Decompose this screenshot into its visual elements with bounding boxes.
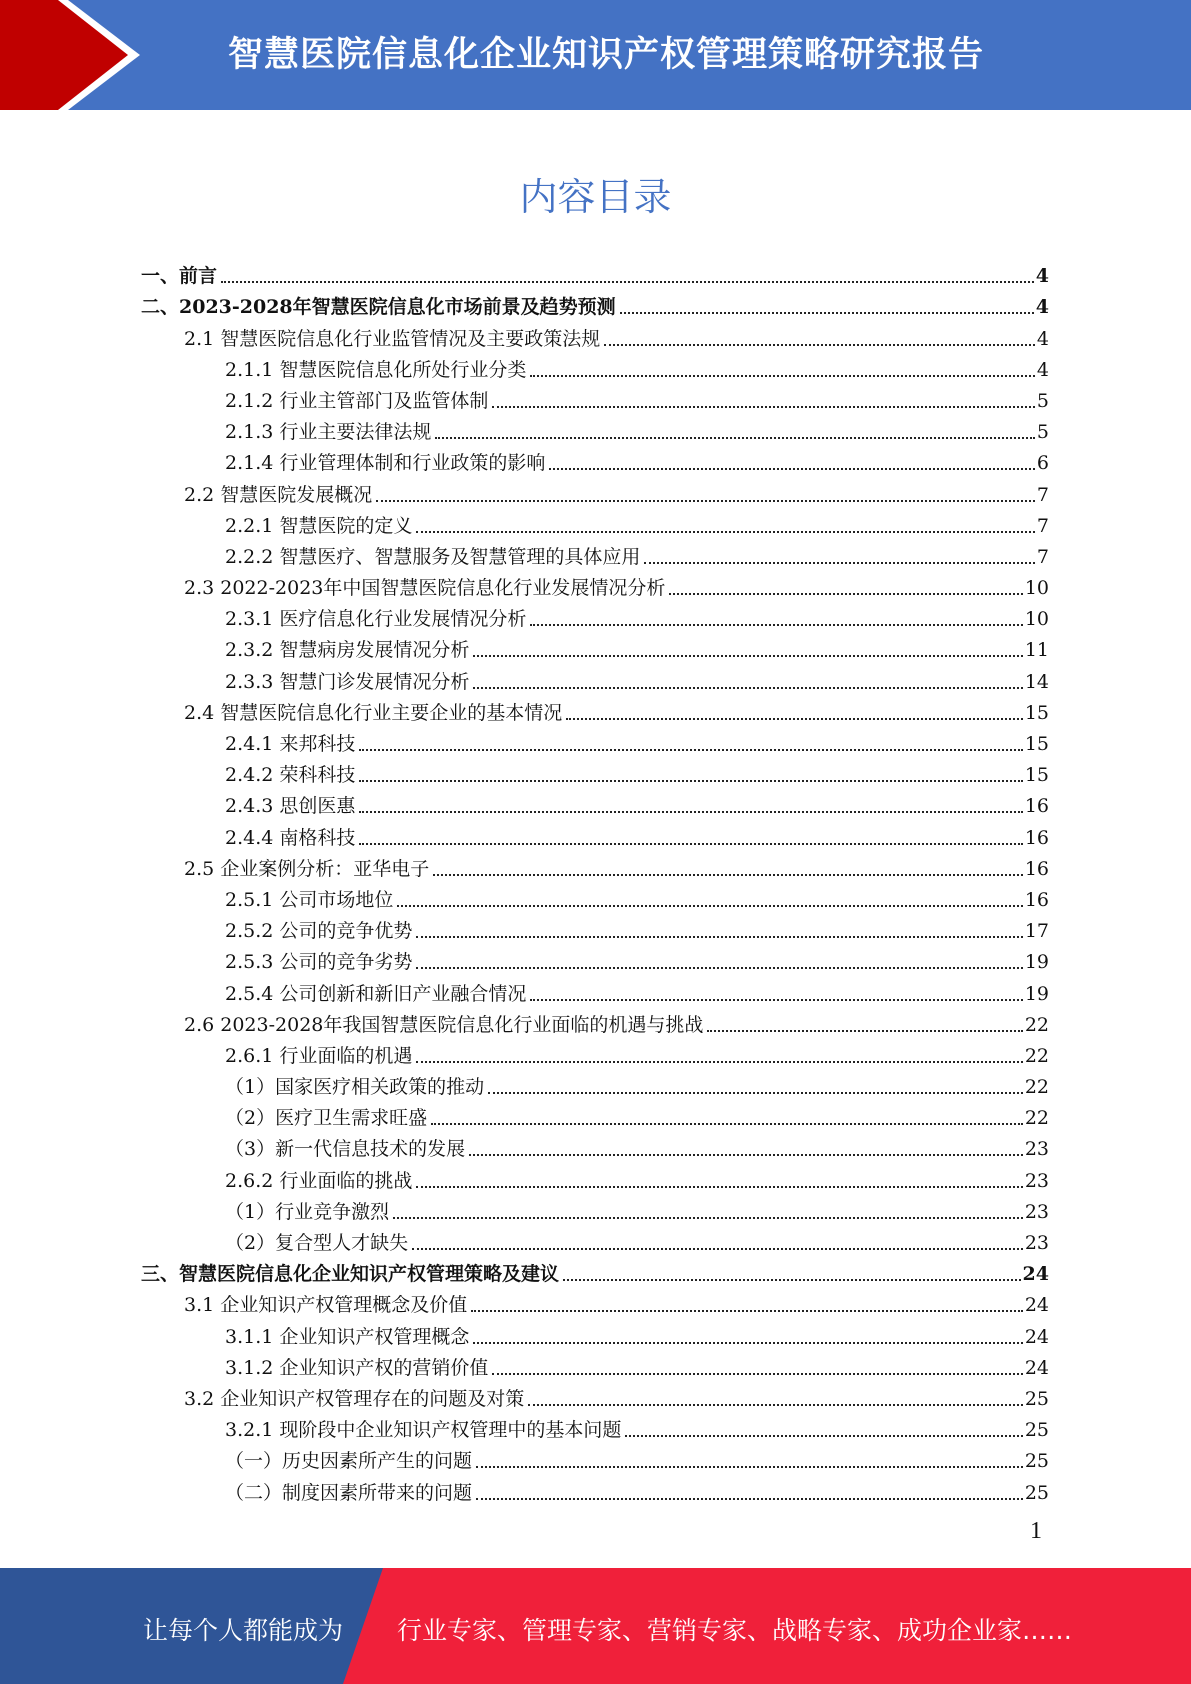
toc-entry-title: （2）复合型人才缺失 xyxy=(225,1232,409,1254)
toc-entry[interactable] xyxy=(141,1067,1049,1098)
toc-entry[interactable] xyxy=(141,786,1049,817)
toc-entry[interactable] xyxy=(141,880,1049,911)
footer-banner xyxy=(0,1568,1191,1684)
toc-entry[interactable] xyxy=(141,755,1049,786)
toc-entry[interactable] xyxy=(141,1379,1049,1410)
toc-entry-page: 16 xyxy=(1024,795,1049,818)
toc-entry-title: 3.1 企业知识产权管理概念及价值 xyxy=(184,1294,468,1317)
toc-entry[interactable] xyxy=(141,443,1049,474)
toc-dot-leader xyxy=(473,1342,1022,1344)
toc-entry-title: 2.6 2023-2028年我国智慧医院信息化行业面临的机遇与挑战 xyxy=(184,1013,704,1036)
toc-entry-title: 2.1.2 行业主管部门及监管体制 xyxy=(225,389,489,412)
toc-dot-leader xyxy=(431,1123,1023,1125)
toc-entry-page: 24 xyxy=(1024,1325,1049,1348)
table-of-contents xyxy=(141,256,1049,1504)
toc-entry[interactable] xyxy=(141,412,1049,443)
toc-entry-page: 7 xyxy=(1036,545,1049,568)
toc-entry-page: 24 xyxy=(1022,1263,1049,1286)
toc-entry[interactable] xyxy=(141,1098,1049,1129)
toc-dot-leader xyxy=(469,1154,1023,1156)
toc-dot-leader xyxy=(707,1030,1022,1032)
toc-entry-title: 2.6.2 行业面临的挑战 xyxy=(225,1169,413,1192)
toc-entry-page: 5 xyxy=(1036,421,1049,444)
toc-entry-title: 一、前言 xyxy=(141,265,218,288)
toc-dot-leader xyxy=(530,999,1022,1001)
toc-entry-page: 22 xyxy=(1024,1076,1049,1099)
toc-entry-page: 4 xyxy=(1036,327,1049,350)
toc-dot-leader xyxy=(492,1373,1022,1375)
toc-entry-page: 17 xyxy=(1024,920,1049,943)
toc-entry-page: 25 xyxy=(1024,1450,1049,1473)
footer-slogan-left: 让每个人都能成为 xyxy=(143,1616,344,1645)
toc-dot-leader xyxy=(359,780,1022,782)
toc-entry-title: 2.2.1 智慧医院的定义 xyxy=(225,514,413,537)
toc-entry-page: 4 xyxy=(1036,358,1049,381)
toc-dot-leader xyxy=(416,967,1022,969)
toc-entry-title: 2.3.3 智慧门诊发展情况分析 xyxy=(225,670,470,693)
toc-entry-title: 2.1 智慧医院信息化行业监管情况及主要政策法规 xyxy=(184,327,601,350)
toc-entry-title: 2.2.2 智慧医疗、智慧服务及智慧管理的具体应用 xyxy=(225,545,641,568)
toc-dot-leader xyxy=(492,406,1035,408)
toc-dot-leader xyxy=(416,1061,1022,1063)
report-header xyxy=(0,0,1191,110)
toc-entry-title: 2.5.4 公司创新和新旧产业融合情况 xyxy=(225,982,527,1005)
toc-dot-leader xyxy=(433,874,1023,876)
toc-entry-page: 5 xyxy=(1036,389,1049,412)
toc-dot-leader xyxy=(566,718,1023,720)
toc-entry[interactable] xyxy=(141,693,1049,724)
toc-dot-leader xyxy=(473,687,1022,689)
footer-slogan-right: 行业专家、管理专家、营销专家、战略专家、成功企业家…… xyxy=(397,1616,1073,1645)
toc-entry[interactable] xyxy=(141,1036,1049,1067)
toc-entry-title: 2.5.3 公司的竞争劣势 xyxy=(225,951,413,974)
toc-entry[interactable] xyxy=(141,661,1049,692)
toc-dot-leader xyxy=(625,1435,1022,1437)
toc-entry-title: 2.1.4 行业管理体制和行业政策的影响 xyxy=(225,452,546,475)
toc-dot-leader xyxy=(528,1404,1023,1406)
toc-heading: 内容目录 xyxy=(519,175,672,219)
toc-entry[interactable] xyxy=(141,256,1049,287)
header-arrow-decoration xyxy=(0,0,160,110)
toc-entry[interactable] xyxy=(141,1223,1049,1254)
toc-entry-title: 3.1.1 企业知识产权管理概念 xyxy=(225,1325,470,1348)
toc-entry[interactable] xyxy=(141,1441,1049,1472)
toc-entry-title: （1）行业竞争激烈 xyxy=(225,1200,390,1223)
toc-entry-page: 23 xyxy=(1024,1169,1049,1192)
toc-entry-title: 三、智慧医院信息化企业知识产权管理策略及建议 xyxy=(141,1263,560,1286)
toc-dot-leader xyxy=(644,562,1035,564)
toc-entry-title: 2.3.1 医疗信息化行业发展情况分析 xyxy=(225,608,527,631)
toc-entry-page: 7 xyxy=(1036,514,1049,537)
toc-entry[interactable] xyxy=(141,1129,1049,1160)
report-title: 智慧医院信息化企业知识产权管理策略研究报告 xyxy=(228,35,985,75)
toc-entry[interactable] xyxy=(141,1316,1049,1347)
toc-entry[interactable] xyxy=(141,1348,1049,1379)
toc-dot-leader xyxy=(416,936,1022,938)
toc-entry-page: 6 xyxy=(1036,452,1049,475)
toc-dot-leader xyxy=(476,1466,1023,1468)
toc-entry[interactable] xyxy=(141,630,1049,661)
toc-entry-page: 22 xyxy=(1024,1107,1049,1130)
toc-dot-leader xyxy=(376,500,1035,502)
toc-entry-title: 2.4.4 南格科技 xyxy=(225,826,356,849)
toc-entry-page: 15 xyxy=(1024,733,1049,755)
toc-entry-page: 4 xyxy=(1035,296,1049,319)
toc-entry-title: 二、2023-2028年智慧医院信息化市场前景及趋势预测 xyxy=(141,296,616,319)
toc-entry[interactable] xyxy=(141,817,1049,848)
toc-entry-title: 2.3 2022-2023年中国智慧医院信息化行业发展情况分析 xyxy=(184,577,666,600)
toc-entry[interactable] xyxy=(141,1160,1049,1191)
toc-entry-title: 2.1.1 智慧医院信息化所处行业分类 xyxy=(225,358,527,381)
toc-dot-leader xyxy=(359,811,1022,813)
toc-dot-leader xyxy=(473,655,1022,657)
toc-dot-leader xyxy=(359,749,1022,751)
toc-entry[interactable] xyxy=(141,1005,1049,1036)
toc-dot-leader xyxy=(530,375,1035,377)
toc-entry-title: 2.3.2 智慧病房发展情况分析 xyxy=(225,639,470,662)
toc-entry-page: 19 xyxy=(1024,982,1049,1005)
toc-entry-page: 23 xyxy=(1024,1138,1049,1161)
toc-entry-title: 2.4.2 荣科科技 xyxy=(225,764,356,787)
toc-dot-leader xyxy=(563,1279,1021,1281)
toc-entry-title: （一）历史因素所产生的问题 xyxy=(225,1450,473,1473)
toc-entry-page: 11 xyxy=(1024,639,1049,662)
toc-entry-title: 2.6.1 行业面临的机遇 xyxy=(225,1044,413,1067)
toc-dot-leader xyxy=(549,468,1035,470)
toc-entry[interactable] xyxy=(141,1192,1049,1223)
toc-dot-leader xyxy=(435,437,1035,439)
toc-entry-title: （2）医疗卫生需求旺盛 xyxy=(225,1107,428,1130)
toc-entry[interactable] xyxy=(141,942,1049,973)
toc-entry-title: 3.1.2 企业知识产权的营销价值 xyxy=(225,1356,489,1379)
toc-entry[interactable] xyxy=(141,1472,1049,1503)
toc-dot-leader xyxy=(530,624,1022,626)
toc-entry[interactable] xyxy=(141,568,1049,599)
toc-dot-leader xyxy=(620,312,1034,314)
toc-entry[interactable] xyxy=(141,537,1049,568)
toc-entry[interactable] xyxy=(141,1254,1049,1285)
toc-entry-page: 25 xyxy=(1024,1387,1049,1410)
toc-entry-title: （3）新一代信息技术的发展 xyxy=(225,1138,466,1161)
toc-entry[interactable] xyxy=(141,724,1049,755)
toc-entry[interactable] xyxy=(141,973,1049,1004)
toc-entry[interactable] xyxy=(141,506,1049,537)
toc-dot-leader xyxy=(604,344,1035,346)
toc-entry-page: 16 xyxy=(1024,888,1049,911)
toc-entry[interactable] xyxy=(141,849,1049,880)
toc-entry-title: 2.2 智慧医院发展概况 xyxy=(184,483,373,506)
toc-dot-leader xyxy=(471,1310,1023,1312)
toc-entry[interactable] xyxy=(141,1285,1049,1316)
toc-entry-title: 2.4.3 思创医惠 xyxy=(225,795,356,818)
toc-entry-page: 16 xyxy=(1024,857,1049,880)
toc-entry[interactable] xyxy=(141,474,1049,505)
toc-dot-leader xyxy=(669,593,1022,595)
toc-entry-page: 25 xyxy=(1024,1419,1049,1442)
toc-entry-page: 25 xyxy=(1024,1481,1049,1504)
toc-dot-leader xyxy=(488,1092,1023,1094)
toc-entry-page: 14 xyxy=(1024,670,1049,693)
toc-entry-title: 2.5.2 公司的竞争优势 xyxy=(225,920,413,943)
toc-dot-leader xyxy=(393,1217,1023,1219)
toc-entry-title: 2.5 企业案例分析：亚华电子 xyxy=(184,857,430,880)
toc-entry-page: 10 xyxy=(1024,577,1049,600)
toc-entry-title: 2.5.1 公司市场地位 xyxy=(225,888,394,911)
toc-entry-title: 3.2 企业知识产权管理存在的问题及对策 xyxy=(184,1387,525,1410)
toc-entry-page: 15 xyxy=(1024,764,1049,787)
toc-dot-leader xyxy=(221,281,1034,283)
toc-dot-leader xyxy=(416,531,1035,533)
toc-entry-title: 2.4.1 来邦科技 xyxy=(225,733,356,755)
toc-entry[interactable] xyxy=(141,1410,1049,1441)
toc-entry-page: 10 xyxy=(1024,608,1049,631)
toc-entry-page: 4 xyxy=(1035,265,1049,288)
toc-entry[interactable] xyxy=(141,381,1049,412)
toc-entry-title: 2.4 智慧医院信息化行业主要企业的基本情况 xyxy=(184,701,563,724)
toc-entry-page: 19 xyxy=(1024,951,1049,974)
toc-entry-page: 23 xyxy=(1024,1200,1049,1223)
toc-entry[interactable] xyxy=(141,350,1049,381)
toc-dot-leader xyxy=(416,1186,1022,1188)
toc-entry[interactable] xyxy=(141,911,1049,942)
toc-dot-leader xyxy=(476,1498,1023,1500)
toc-entry-page: 22 xyxy=(1024,1044,1049,1067)
toc-entry[interactable] xyxy=(141,318,1049,349)
toc-entry-title: （1）国家医疗相关政策的推动 xyxy=(225,1076,485,1099)
toc-entry-page: 7 xyxy=(1036,483,1049,506)
toc-entry-title: （二）制度因素所带来的问题 xyxy=(225,1481,473,1504)
toc-entry-page: 22 xyxy=(1024,1013,1049,1036)
toc-entry-page: 15 xyxy=(1024,701,1049,724)
toc-entry-title: 2.1.3 行业主要法律法规 xyxy=(225,421,432,444)
toc-entry-page: 24 xyxy=(1024,1294,1049,1317)
page-number: 1 xyxy=(1030,1518,1042,1544)
toc-dot-leader xyxy=(397,905,1022,907)
toc-entry[interactable] xyxy=(141,599,1049,630)
toc-dot-leader xyxy=(412,1248,1023,1250)
toc-entry-page: 23 xyxy=(1024,1232,1049,1254)
toc-entry-page: 16 xyxy=(1024,826,1049,849)
toc-entry[interactable] xyxy=(141,287,1049,318)
toc-dot-leader xyxy=(359,843,1022,845)
toc-entry-title: 3.2.1 现阶段中企业知识产权管理中的基本问题 xyxy=(225,1419,622,1442)
toc-entry-page: 24 xyxy=(1024,1356,1049,1379)
